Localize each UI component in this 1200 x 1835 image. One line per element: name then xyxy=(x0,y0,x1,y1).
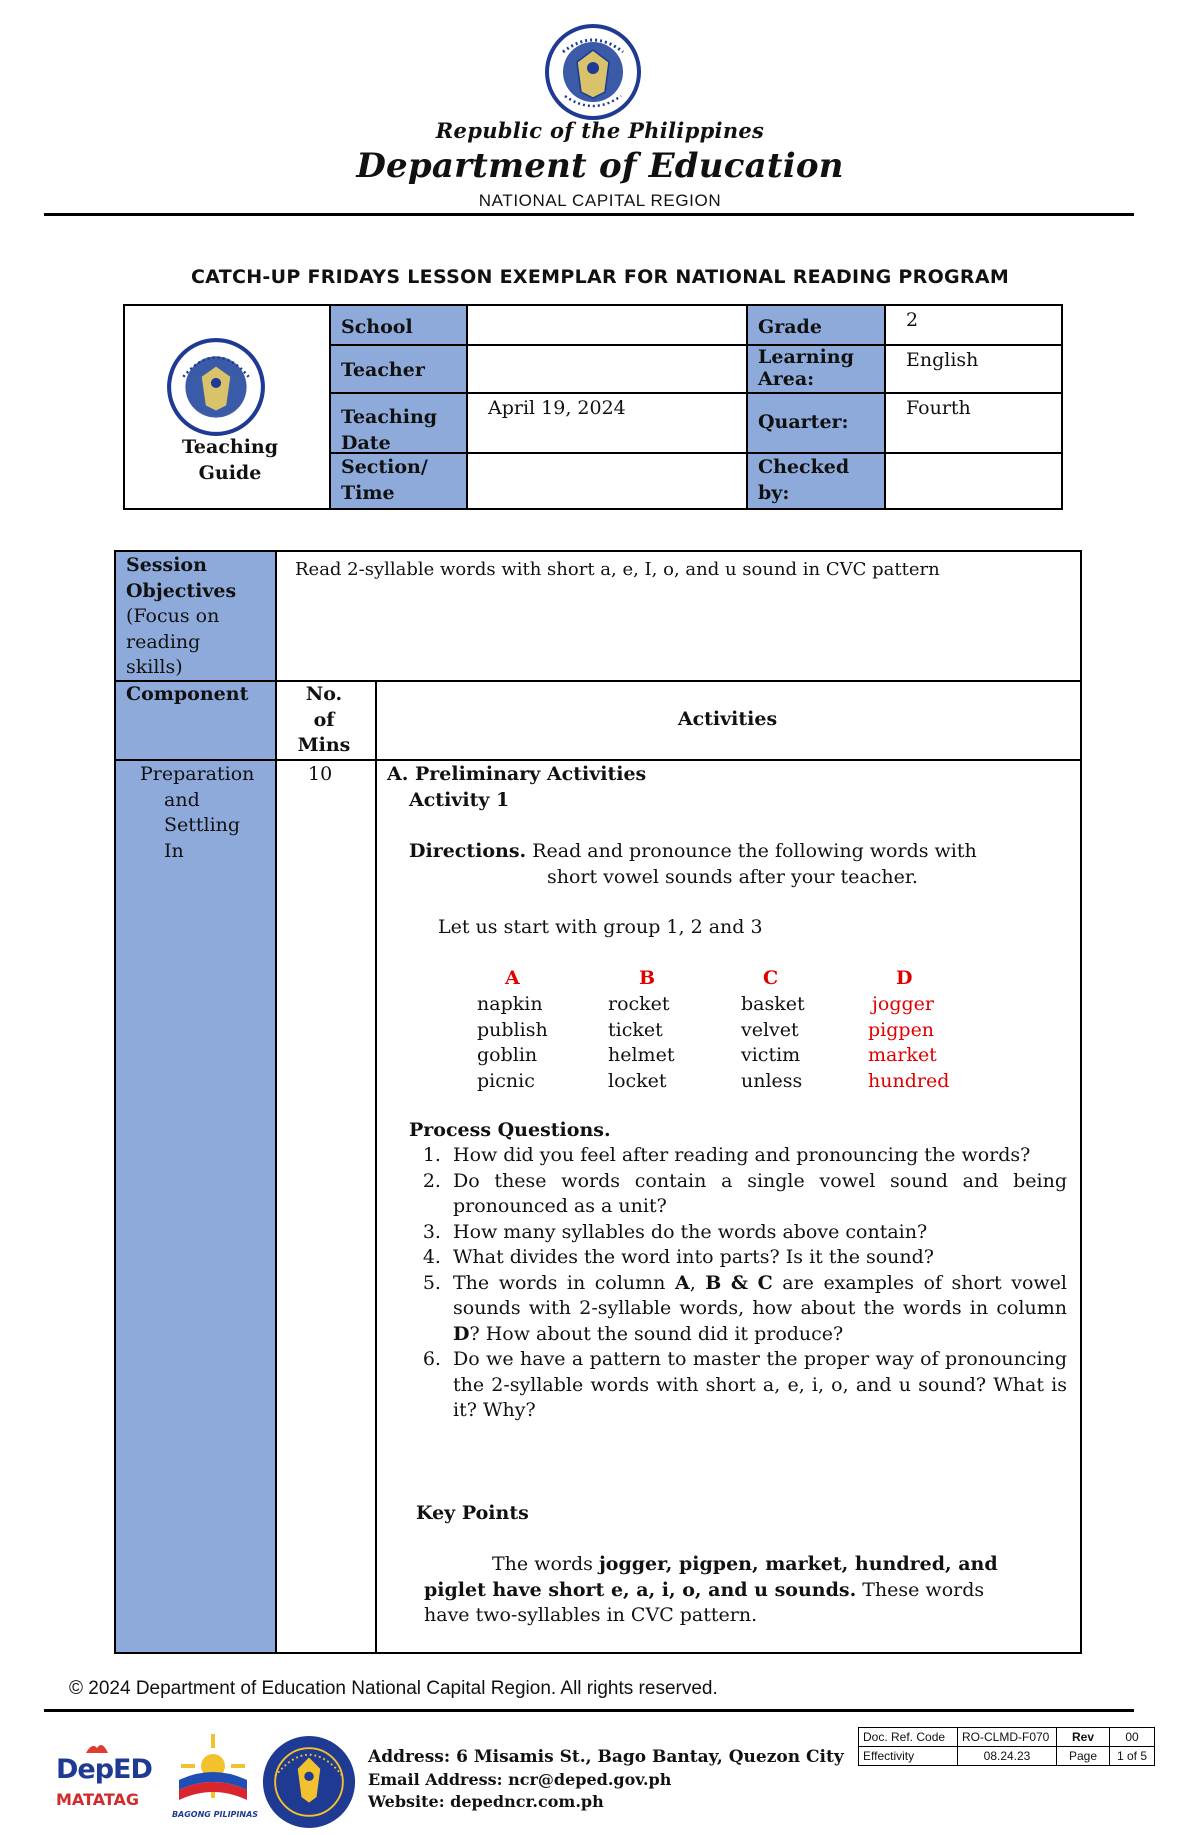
footer-rule xyxy=(44,1709,1134,1712)
deped-seal-small-logo xyxy=(165,336,267,438)
teaching-guide-label xyxy=(125,434,335,486)
word-item: hundred xyxy=(868,1069,950,1092)
document-reference-table xyxy=(858,1727,1155,1766)
column-d-words xyxy=(868,992,949,1094)
page-label: Page xyxy=(1057,1747,1110,1766)
word-item: publish xyxy=(477,1018,548,1041)
teacher-label-cell xyxy=(331,346,468,394)
component-header: Component xyxy=(126,683,249,705)
question-item: 6. Do we have a pattern to master the proper way of pronouncing the 2-syllable words with short a, e, i, o, and u sound? What is it? Why? xyxy=(447,1347,1067,1424)
footer-email: Email Address: ncr@deped.gov.ph xyxy=(368,1770,672,1789)
component-line2: and xyxy=(164,788,200,811)
objectives-note xyxy=(126,604,276,681)
teaching-guide-info-table xyxy=(123,304,1063,510)
rev-value: 00 xyxy=(1110,1728,1155,1747)
word-item: basket xyxy=(741,993,805,1015)
teaching-date-label-cell xyxy=(331,394,468,454)
activity-1-heading: Activity 1 xyxy=(409,789,510,811)
objectives-label xyxy=(126,553,276,604)
header-rule xyxy=(44,213,1134,216)
objectives-label-line2: Objectives xyxy=(126,579,237,602)
column-c-head: C xyxy=(763,967,779,989)
republic-heading: Republic of the Philippines xyxy=(435,118,765,143)
quarter-value-cell xyxy=(886,394,1061,454)
key-text-2a: piglet have short e, a, i, o, and u sounds. xyxy=(424,1578,857,1601)
preliminary-activities-heading: A. Preliminary Activities xyxy=(387,763,647,785)
teacher-label: Teacher xyxy=(341,359,425,381)
directions-label: Directions. xyxy=(409,840,527,862)
school-label: School xyxy=(341,316,413,338)
key-text-1b: jogger, pigpen, market, hundred, and xyxy=(598,1553,998,1575)
quarter-label: Quarter: xyxy=(758,411,849,433)
question-item: 1. How did you feel after reading and pronouncing the words? xyxy=(447,1143,1067,1169)
objectives-text: Read 2-syllable words with short a, e, I, o, and u sound in CVC pattern xyxy=(295,559,940,580)
page-value: 1 of 5 xyxy=(1110,1747,1155,1766)
guide-label-line1: Teaching xyxy=(181,436,279,458)
sun-flag-icon xyxy=(173,1728,253,1804)
row-divider-header xyxy=(116,759,1080,761)
word-item: victim xyxy=(741,1044,801,1066)
deped-seal-logo xyxy=(543,22,643,122)
checked-by-label-line2: by: xyxy=(758,482,790,504)
column-letter: B xyxy=(705,1271,722,1294)
word-item: market xyxy=(868,1044,937,1066)
objectives-note-line2: reading xyxy=(126,630,201,653)
word-item: napkin xyxy=(477,993,543,1015)
column-letter: A xyxy=(674,1271,690,1294)
col-divider-mins xyxy=(375,680,377,1652)
column-b-words xyxy=(608,992,674,1094)
learning-area-label-cell xyxy=(748,346,886,394)
mins-header-line3: Mins xyxy=(297,734,351,756)
question-item: 5. The words in column A, B & C are examples of short vowel sounds with 2-syllable words, how about the words in column D? How about the sound did it produce? xyxy=(447,1271,1067,1348)
guide-label-line2: Guide xyxy=(198,462,262,484)
section-label-line1: Section/ xyxy=(341,456,428,478)
rev-label: Rev xyxy=(1057,1728,1110,1747)
directions-text xyxy=(409,839,1049,890)
school-value-cell xyxy=(468,306,748,346)
grade-value: 2 xyxy=(906,309,919,331)
key-text-2b: These words xyxy=(856,1578,985,1601)
teaching-date-label-line1: Teaching xyxy=(341,406,438,428)
learning-area-value: English xyxy=(906,349,979,371)
question-item: 2. Do these words contain a single vowel sound and being pronounced as a unit? xyxy=(447,1169,1067,1220)
column-letter: D xyxy=(453,1322,470,1345)
checked-by-label-line1: Checked xyxy=(758,456,850,478)
section-time-value-cell xyxy=(468,454,748,508)
component-line3: Settling xyxy=(164,814,241,836)
learning-area-label-line2: Area: xyxy=(758,368,815,390)
school-label-cell xyxy=(331,306,468,346)
ref-code-value: RO-CLMD-F070 xyxy=(958,1728,1057,1747)
component-line4: In xyxy=(164,839,184,862)
teaching-date-label-line2: Date xyxy=(341,432,391,454)
region-heading: NATIONAL CAPITAL REGION xyxy=(478,191,722,210)
deped-matatag-logo xyxy=(52,1740,162,1820)
footer-address: Address: 6 Misamis St., Bago Bantay, Quezon City xyxy=(368,1747,844,1767)
column-b-head: B xyxy=(639,967,656,989)
effectivity-value: 08.24.23 xyxy=(958,1747,1057,1766)
grade-label-cell xyxy=(748,306,886,346)
word-item: goblin xyxy=(477,1044,538,1066)
section-time-label-cell xyxy=(331,454,468,508)
question-item: 4. What divides the word into parts? Is it the sound? xyxy=(447,1245,1067,1271)
grade-label: Grade xyxy=(758,316,822,338)
process-questions-list xyxy=(407,1143,1067,1424)
effectivity-label: Effectivity xyxy=(859,1747,958,1766)
column-letter: C xyxy=(757,1271,773,1294)
component-line1: Preparation xyxy=(140,763,255,785)
department-heading: Department of Education xyxy=(356,146,844,186)
column-a-words xyxy=(477,992,548,1094)
bagong-pilipinas-logo xyxy=(170,1728,259,1828)
component-column xyxy=(116,552,277,1652)
quarter-value: Fourth xyxy=(906,397,971,419)
word-item: locket xyxy=(608,1069,667,1092)
word-item: helmet xyxy=(608,1044,675,1066)
bagong-pilipinas-wordmark: BAGONG PILIPINAS xyxy=(171,1810,259,1819)
learning-area-value-cell xyxy=(886,346,1061,394)
group-intro: Let us start with group 1, 2 and 3 xyxy=(438,916,763,938)
key-points-heading: Key Points xyxy=(416,1502,529,1524)
column-letter: & xyxy=(730,1271,749,1294)
word-item: picnic xyxy=(477,1069,535,1092)
column-a-head: A xyxy=(505,967,520,989)
column-d-head: D xyxy=(896,967,913,989)
word-item: pigpen xyxy=(868,1018,935,1041)
matatag-wordmark: MATATAG xyxy=(56,1790,140,1809)
question-item: 3. How many syllables do the words above contain? xyxy=(447,1220,1067,1246)
component-preparation xyxy=(140,762,254,864)
key-text-1a: The words xyxy=(492,1553,599,1575)
key-points-text xyxy=(424,1552,1064,1629)
learning-area-label-line1: Learning xyxy=(758,346,854,368)
deped-flame-icon xyxy=(84,1740,110,1754)
section-label-line2: Time xyxy=(341,482,395,504)
word-item: unless xyxy=(741,1069,803,1092)
word-item: jogger xyxy=(872,993,934,1015)
column-c-words xyxy=(741,992,805,1094)
activities-header: Activities xyxy=(677,708,778,730)
directions-line1: Read and pronounce the following words with xyxy=(526,840,977,862)
deped-seal-footer-logo xyxy=(262,1735,356,1829)
word-item: velvet xyxy=(741,1018,799,1041)
checked-by-value-cell xyxy=(886,454,1061,508)
objectives-note-line1: (Focus on xyxy=(126,605,220,627)
directions-line2: short vowel sounds after your teacher. xyxy=(547,865,918,888)
document-title: CATCH-UP FRIDAYS LESSON EXEMPLAR FOR NATIONAL READING PROGRAM xyxy=(190,266,1010,288)
minutes-value: 10 xyxy=(308,763,333,785)
teaching-date-value: April 19, 2024 xyxy=(488,397,626,419)
word-item: ticket xyxy=(608,1018,663,1041)
teaching-guide-cell xyxy=(125,306,331,508)
footer-website: Website: depedncr.com.ph xyxy=(368,1792,604,1811)
objectives-label-line1: Session xyxy=(126,554,207,576)
process-questions-heading: Process Questions. xyxy=(409,1119,611,1141)
teaching-date-value-cell xyxy=(468,394,748,454)
key-text-3: have two-syllables in CVC pattern. xyxy=(424,1604,758,1626)
ref-code-label: Doc. Ref. Code xyxy=(859,1728,958,1747)
word-item: rocket xyxy=(608,993,670,1015)
copyright-notice: © 2024 Department of Education National Capital Region. All rights reserved. xyxy=(69,1678,718,1699)
mins-header xyxy=(276,682,372,759)
grade-value-cell xyxy=(886,306,1061,346)
mins-header-line1: No. xyxy=(305,683,343,705)
deped-wordmark: DepED xyxy=(56,1754,152,1785)
objectives-note-line3: skills) xyxy=(126,656,183,678)
quarter-label-cell xyxy=(748,394,886,454)
mins-header-line2: of xyxy=(313,708,335,731)
checked-by-label-cell xyxy=(748,454,886,508)
teacher-value-cell xyxy=(468,346,748,394)
